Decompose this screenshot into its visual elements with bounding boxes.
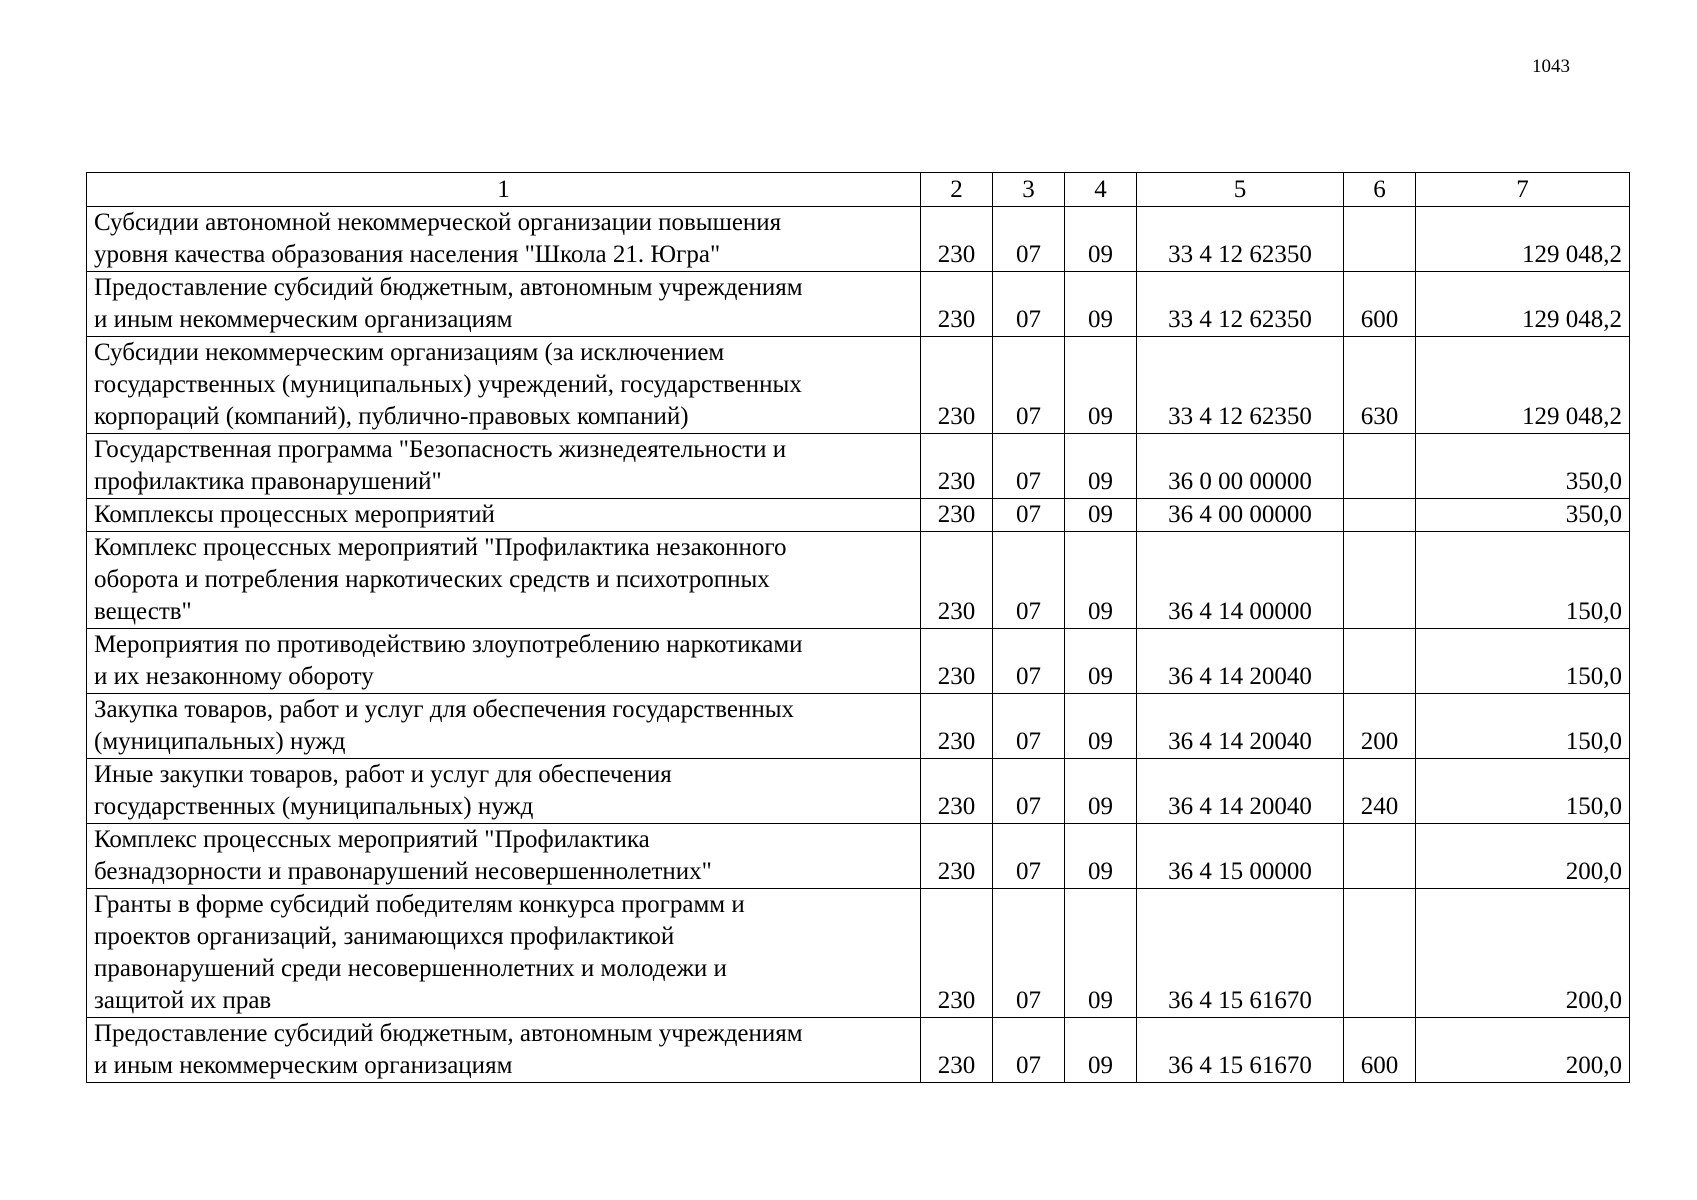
target-article-cell: 33 4 12 62350 xyxy=(1137,337,1344,434)
subsection-cell: 09 xyxy=(1065,434,1137,499)
expense-type-cell: 600 xyxy=(1344,272,1416,337)
amount-cell: 150,0 xyxy=(1416,629,1630,694)
table-row xyxy=(87,207,1630,272)
column-header: 3 xyxy=(993,173,1065,207)
table-row xyxy=(87,272,1630,337)
target-article-cell: 33 4 12 62350 xyxy=(1137,207,1344,272)
expense-type-cell xyxy=(1344,889,1416,1018)
expense-type-cell xyxy=(1344,824,1416,889)
subsection-cell: 09 xyxy=(1065,272,1137,337)
column-header: 1 xyxy=(87,173,921,207)
table-row xyxy=(87,889,1630,1018)
target-article-cell: 36 4 15 61670 xyxy=(1137,1018,1344,1083)
target-article-cell: 36 4 14 00000 xyxy=(1137,532,1344,629)
target-article-cell: 36 4 15 61670 xyxy=(1137,889,1344,1018)
table-row xyxy=(87,694,1630,759)
row-name-cell: Комплексы процессных мероприятий xyxy=(87,499,921,532)
amount-cell: 129 048,2 xyxy=(1416,272,1630,337)
subsection-cell: 09 xyxy=(1065,532,1137,629)
section-cell: 07 xyxy=(993,824,1065,889)
subsection-cell: 09 xyxy=(1065,694,1137,759)
row-name-cell: Субсидии автономной некоммерческой организации повышения уровня качества образования населения "Школа 21. Югра" xyxy=(87,207,921,272)
table-row xyxy=(87,629,1630,694)
target-article-cell: 36 4 14 20040 xyxy=(1137,694,1344,759)
row-name-cell: Комплекс процессных мероприятий "Профилактика безнадзорности и правонарушений несовершеннолетних" xyxy=(87,824,921,889)
amount-cell: 350,0 xyxy=(1416,499,1630,532)
column-header: 4 xyxy=(1065,173,1137,207)
section-cell: 07 xyxy=(993,434,1065,499)
expense-type-cell: 630 xyxy=(1344,337,1416,434)
section-cell: 07 xyxy=(993,889,1065,1018)
row-name-cell: Иные закупки товаров, работ и услуг для обеспечения государственных (муниципальных) нужд xyxy=(87,759,921,824)
table-row xyxy=(87,337,1630,434)
subsection-cell: 09 xyxy=(1065,889,1137,1018)
column-header: 6 xyxy=(1344,173,1416,207)
expense-type-cell: 240 xyxy=(1344,759,1416,824)
code-cell: 230 xyxy=(921,629,993,694)
subsection-cell: 09 xyxy=(1065,1018,1137,1083)
amount-cell: 150,0 xyxy=(1416,532,1630,629)
expense-type-cell: 200 xyxy=(1344,694,1416,759)
target-article-cell: 36 0 00 00000 xyxy=(1137,434,1344,499)
table-row xyxy=(87,759,1630,824)
section-cell: 07 xyxy=(993,272,1065,337)
expense-type-cell: 600 xyxy=(1344,1018,1416,1083)
row-name-cell: Мероприятия по противодействию злоупотреблению наркотиками и их незаконному обороту xyxy=(87,629,921,694)
row-name-cell: Субсидии некоммерческим организациям (за исключением государственных (муниципальных) учреждений, государственных корпораций (компаний), публично-правовых компаний) xyxy=(87,337,921,434)
subsection-cell: 09 xyxy=(1065,207,1137,272)
section-cell: 07 xyxy=(993,694,1065,759)
row-name-cell: Предоставление субсидий бюджетным, автономным учреждениям и иным некоммерческим организациям xyxy=(87,272,921,337)
page-number: 1043 xyxy=(1532,56,1570,77)
code-cell: 230 xyxy=(921,694,993,759)
table-row xyxy=(87,499,1630,532)
code-cell: 230 xyxy=(921,337,993,434)
section-cell: 07 xyxy=(993,629,1065,694)
subsection-cell: 09 xyxy=(1065,337,1137,434)
table-body xyxy=(87,207,1630,1083)
code-cell: 230 xyxy=(921,759,993,824)
table-row xyxy=(87,434,1630,499)
code-cell: 230 xyxy=(921,889,993,1018)
amount-cell: 150,0 xyxy=(1416,759,1630,824)
expense-type-cell xyxy=(1344,629,1416,694)
row-name-cell: Гранты в форме субсидий победителям конкурса программ и проектов организаций, занимающихся профилактикой правонарушений среди несовершеннолетних и молодежи и защитой их прав xyxy=(87,889,921,1018)
code-cell: 230 xyxy=(921,434,993,499)
column-header: 5 xyxy=(1137,173,1344,207)
expense-type-cell xyxy=(1344,207,1416,272)
column-header: 7 xyxy=(1416,173,1630,207)
code-cell: 230 xyxy=(921,532,993,629)
amount-cell: 129 048,2 xyxy=(1416,337,1630,434)
amount-cell: 150,0 xyxy=(1416,694,1630,759)
subsection-cell: 09 xyxy=(1065,629,1137,694)
budget-table xyxy=(86,172,1630,1083)
expense-type-cell xyxy=(1344,499,1416,532)
target-article-cell: 36 4 00 00000 xyxy=(1137,499,1344,532)
target-article-cell: 36 4 14 20040 xyxy=(1137,759,1344,824)
subsection-cell: 09 xyxy=(1065,759,1137,824)
section-cell: 07 xyxy=(993,1018,1065,1083)
section-cell: 07 xyxy=(993,499,1065,532)
section-cell: 07 xyxy=(993,759,1065,824)
amount-cell: 129 048,2 xyxy=(1416,207,1630,272)
row-name-cell: Государственная программа "Безопасность жизнедеятельности и профилактика правонарушений" xyxy=(87,434,921,499)
subsection-cell: 09 xyxy=(1065,824,1137,889)
subsection-cell: 09 xyxy=(1065,499,1137,532)
target-article-cell: 33 4 12 62350 xyxy=(1137,272,1344,337)
section-cell: 07 xyxy=(993,337,1065,434)
code-cell: 230 xyxy=(921,207,993,272)
amount-cell: 200,0 xyxy=(1416,889,1630,1018)
expense-type-cell xyxy=(1344,434,1416,499)
table-row xyxy=(87,1018,1630,1083)
amount-cell: 200,0 xyxy=(1416,824,1630,889)
row-name-cell: Комплекс процессных мероприятий "Профилактика незаконного оборота и потребления наркотических средств и психотропных веществ" xyxy=(87,532,921,629)
code-cell: 230 xyxy=(921,499,993,532)
target-article-cell: 36 4 15 00000 xyxy=(1137,824,1344,889)
table-row xyxy=(87,824,1630,889)
row-name-cell: Предоставление субсидий бюджетным, автономным учреждениям и иным некоммерческим организациям xyxy=(87,1018,921,1083)
amount-cell: 200,0 xyxy=(1416,1018,1630,1083)
expense-type-cell xyxy=(1344,532,1416,629)
column-header: 2 xyxy=(921,173,993,207)
row-name-cell: Закупка товаров, работ и услуг для обеспечения государственных (муниципальных) нужд xyxy=(87,694,921,759)
code-cell: 230 xyxy=(921,824,993,889)
header-row xyxy=(87,173,1630,207)
table-row xyxy=(87,532,1630,629)
code-cell: 230 xyxy=(921,1018,993,1083)
section-cell: 07 xyxy=(993,532,1065,629)
amount-cell: 350,0 xyxy=(1416,434,1630,499)
target-article-cell: 36 4 14 20040 xyxy=(1137,629,1344,694)
code-cell: 230 xyxy=(921,272,993,337)
section-cell: 07 xyxy=(993,207,1065,272)
